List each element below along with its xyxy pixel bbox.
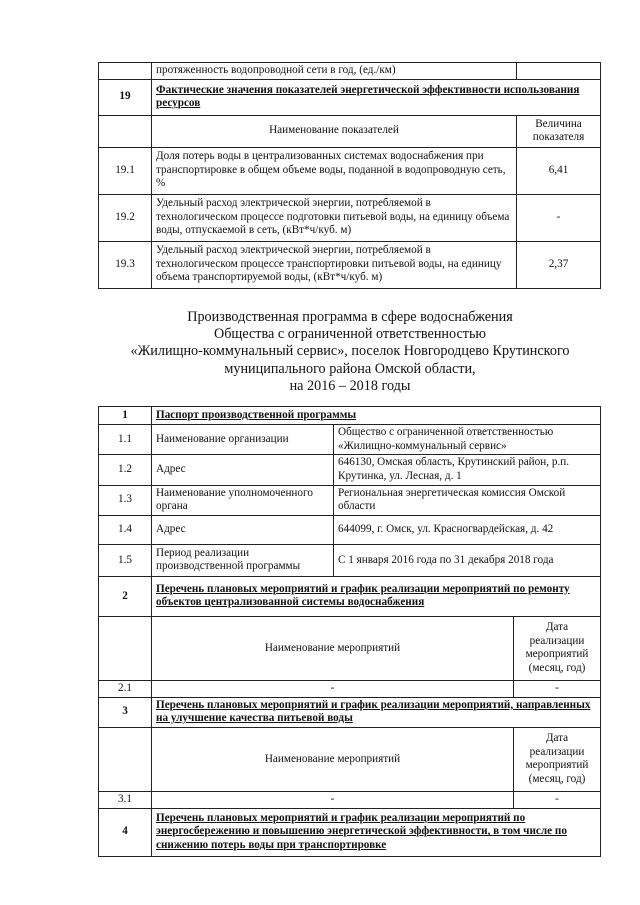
program-title-line: Общества с ограниченной ответственностью [213,326,487,343]
production-program-table [98,406,601,857]
indicator-value: - [517,194,601,241]
row-number: 1.2 [99,455,152,485]
column-header-date: Дата реализации мероприятий (месяц, год) [514,727,601,791]
passport-label: Наименование организации [152,425,334,455]
column-header-name: Наименование мероприятий [152,616,514,680]
row-number: 3.1 [99,791,152,808]
program-title-line: на 2016 – 2018 годы [289,377,411,394]
section-title-text: Перечень плановых мероприятий и график реализации мероприятий по ремонту объектов централизованной системы водоснабжения [156,582,570,609]
section-title [152,576,601,616]
measure-name: - [152,680,514,697]
section-title [152,407,601,425]
column-header-date: Дата реализации мероприятий (месяц, год) [514,616,601,680]
program-title-line: «Жилищно-коммунальный сервис», поселок Новгородцево Крутинского [130,343,570,360]
row-number: 1.3 [99,485,152,515]
passport-label: Адрес [152,515,334,544]
indicator-value: 6,41 [517,147,601,194]
measure-date: - [514,791,601,808]
column-header-value: Величина показателя [517,115,601,147]
program-title-line: муниципального района Омской области, [224,360,476,377]
passport-value: Общество с ограниченной ответственностью «Жилищно-коммунальный сервис» [334,425,601,455]
section-number: 19 [99,79,152,115]
section-title-text: Паспорт производственной программы [156,408,357,421]
section-title-text: Фактические значения показателей энергетической эффективности использования ресурсов [156,83,580,110]
row-number: 19.3 [99,241,152,288]
table-cell-empty [99,727,152,791]
measure-name: - [152,791,514,808]
passport-value: 644099, г. Омск, ул. Красногвардейская, д. 42 [334,515,601,544]
table-cell: протяженность водопроводной сети в год, (ед./км) [152,63,517,80]
measure-date: - [514,680,601,697]
indicator-name: Доля потерь воды в централизованных системах водоснабжения при транспортировке в общем объеме воды, поданной в водопроводную сеть, % [152,147,517,194]
section-title [152,79,601,115]
row-number: 1.5 [99,544,152,576]
section-title [152,808,601,856]
indicator-name: Удельный расход электрической энергии, потребляемой в технологическом процессе подготовки питьевой воды, на единицу объема воды, отпускаемой в сеть, (кВт*ч/куб. м) [152,194,517,241]
section-title-text: Перечень плановых мероприятий и график реализации мероприятий по энергосбережению и повышению энергетической эффективности, в том числе по снижению потерь воды при транспортировке [156,811,567,851]
passport-value: С 1 января 2016 года по 31 декабря 2018 года [334,544,601,576]
section-title-text: Перечень плановых мероприятий и график реализации мероприятий, направленных на улучшение качества питьевой воды [156,698,591,725]
row-number: 1.1 [99,425,152,455]
passport-label: Период реализации производственной программы [152,544,334,576]
table-cell-empty [99,63,152,80]
column-header-name: Наименование показателей [152,115,517,147]
passport-label: Наименование уполномоченного органа [152,485,334,515]
row-number: 19.2 [99,194,152,241]
energy-indicators-table [98,62,601,289]
column-header-name: Наименование мероприятий [152,727,514,791]
section-number: 2 [99,576,152,616]
passport-value: Региональная энергетическая комиссия Омской области [334,485,601,515]
program-title [60,309,640,395]
passport-label: Адрес [152,455,334,485]
passport-value: 646130, Омская область, Крутинский район, р.п. Крутинка, ул. Лесная, д. 1 [334,455,601,485]
table-cell-empty [99,115,152,147]
section-number: 3 [99,697,152,727]
indicator-value: 2,37 [517,241,601,288]
section-number: 4 [99,808,152,856]
indicator-name: Удельный расход электрической энергии, потребляемой в технологическом процессе транспортировки питьевой воды, на единицу объема транспортируемой воды, (кВт*ч/куб. м) [152,241,517,288]
table-cell-empty [99,616,152,680]
program-title-line: Производственная программа в сфере водоснабжения [187,309,513,325]
row-number: 1.4 [99,515,152,544]
row-number: 19.1 [99,147,152,194]
section-title [152,697,601,727]
row-number: 2.1 [99,680,152,697]
section-number: 1 [99,407,152,425]
table-cell-empty [517,63,601,80]
